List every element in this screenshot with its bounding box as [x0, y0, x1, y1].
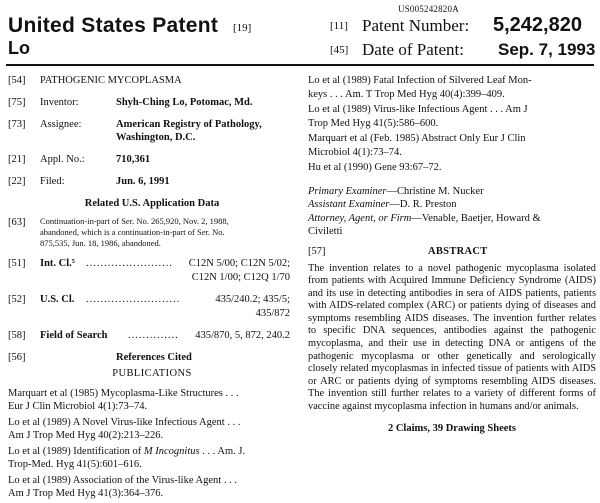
int-cl-label: Int. Cl.⁵ [40, 258, 75, 269]
appl-no-field [8, 153, 296, 167]
right-column [308, 74, 596, 435]
reference-text: Lo et al (1989) Identification of [8, 445, 144, 457]
reference-line: Lo et al (1989) Fatal Infection of Silvered Leaf Mon- [308, 75, 532, 86]
reference-line: Marquart et al (Feb. 1985) Abstract Only Eur J Clin [308, 133, 526, 144]
reference-item [308, 132, 596, 159]
assistant-examiner [308, 198, 596, 212]
reference-item [308, 161, 596, 175]
reference-item [8, 387, 296, 414]
filed-field [8, 175, 296, 189]
reference-line: Marquart et al (1985) Mycoplasma-Like Structures . . . [8, 387, 239, 399]
reference-item [308, 103, 596, 130]
patent-number: 5,242,820 [493, 14, 582, 36]
date-label: Date of Patent: [362, 40, 464, 59]
document-number: US005242820A [398, 4, 459, 14]
us-cl-field [8, 293, 296, 321]
reference-item [8, 445, 296, 472]
assistant-examiner-label: Assistant Examiner [308, 199, 390, 210]
references-field [8, 351, 296, 365]
reference-line: Am J Trop Med Hyg 40(2):213–226. [8, 430, 164, 441]
appl-no-value: 710,361 [116, 153, 151, 165]
reference-italic: M Incognitus [143, 445, 200, 457]
field-code: [56] [8, 352, 26, 363]
reference-line: Am J Trop Med Hyg 41(3):364–376. [8, 488, 164, 499]
reference-text: . . . Am. J. [199, 445, 246, 457]
reference-item [8, 474, 296, 501]
reference-item [8, 416, 296, 443]
filed-value: Jun. 6, 1991 [116, 175, 170, 187]
field-of-search-value: 435/870, 5, 872, 240.2 [195, 330, 290, 341]
title-field [8, 74, 296, 88]
continuation-line: abandoned, which is a continuation-in-part of Ser. No. [40, 227, 225, 237]
reference-line: Hu et al (1990) Gene 93:67–72. [308, 162, 442, 173]
primary-examiner [308, 185, 596, 199]
patent-number-code: [11] [330, 20, 348, 32]
related-data-title: Related U.S. Application Data [84, 197, 220, 209]
attorney-value: —Venable, Baetjer, Howard & [411, 212, 541, 224]
assignee-field [8, 118, 296, 145]
date-code: [45] [330, 44, 349, 56]
claims-summary: 2 Claims, 39 Drawing Sheets [387, 422, 517, 434]
assignee-label: Assignee: [40, 118, 82, 130]
assignee-value-line1: American Registry of Pathology, [116, 118, 262, 130]
continuation-field [8, 216, 296, 249]
reference-line: Trop Med Hyg 41(5):586–600. [308, 117, 439, 129]
attorney-label: Attorney, Agent, or Firm [308, 212, 412, 224]
abstract-text: The invention relates to a novel pathogenic mycoplasma isolated from patients with Acquired Immune Deficiency Syndrome (AIDS) and its use in detecting antibodies in sera of AIDS patients, patients with AIDS-related complex (ARC) or patients dying of diseases and symptoms resembling AIDS diseases. The invention further relates to specific DNA sequences, antibodies against the pathogenic mycoplasma, and their use in detecting DNA or antigens of the pathogenic mycoplasma or other genetically and serologically closely related mycoplasmas in infected tissue of patients with AIDS or ARC or patients dying of symptoms resembling AIDS diseases. The invention still further relates to a variety of different forms of vaccine against mycoplasma infection in humans and/or animals. [308, 262, 596, 413]
appl-no-label: Appl. No.: [40, 153, 85, 165]
primary-examiner-label: Primary Examiner [308, 185, 387, 197]
continuation-text [40, 216, 296, 249]
field-of-search [8, 329, 296, 343]
reference-line: Eur J Clin Microbiol 4(1):73–74. [8, 401, 148, 412]
filed-label: Filed: [40, 175, 65, 187]
leader-dots: .............. [128, 330, 179, 341]
assignee-value-line2: Washington, D.C. [116, 132, 196, 143]
us-cl-label: U.S. Cl. [40, 294, 75, 305]
reference-line: keys . . . Am. T Trop Med Hyg 40(4):399–409. [308, 88, 505, 100]
field-code: [51] [8, 258, 26, 269]
inventor-surname: Lo [8, 38, 30, 58]
continuation-line: 875,535, Jun. 18, 1986, abandoned. [40, 238, 161, 248]
us-cl-value-line1: 435/240.2; 435/5; [215, 294, 290, 305]
reference-line [8, 445, 296, 459]
abstract-header [308, 245, 596, 259]
reference-line: Trop-Med. Hyg 41(5):601–616. [8, 459, 142, 470]
field-code: [21] [8, 153, 26, 165]
field-code: [54] [8, 75, 26, 86]
int-cl-field [8, 257, 296, 285]
inventor-value: Shyh-Ching Lo, Potomac, Md. [116, 96, 253, 108]
continuation-line: Continuation-in-part of Ser. No. 265,920, Nov. 2, 1988, [40, 216, 229, 226]
date-of-patent: Sep. 7, 1993 [498, 40, 596, 59]
field-code: [75] [8, 96, 26, 108]
attorney [308, 212, 596, 226]
reference-line: Lo et al (1989) Association of the Virus-like Agent . . . [8, 474, 237, 486]
abstract-title: ABSTRACT [428, 245, 488, 257]
invention-title: PATHOGENIC MYCOPLASMA [40, 75, 182, 86]
reference-item [308, 74, 596, 101]
leader-dots: .......................... [86, 294, 181, 305]
left-column [8, 74, 296, 503]
field-code: [22] [8, 175, 26, 187]
attorney-line2: Civiletti [308, 226, 343, 237]
int-cl-value-line2: C12N 1/00; C12Q 1/70 [191, 272, 290, 283]
field-of-search-label: Field of Search [40, 330, 108, 341]
field-code: [52] [8, 294, 26, 305]
int-cl-value-line1: C12N 5/00; C12N 5/02; [188, 258, 290, 269]
leader-dots: ........................ [86, 258, 173, 269]
title-code: [19] [233, 22, 252, 34]
patent-number-label: Patent Number: [362, 16, 470, 35]
reference-line: Lo et al (1989) Virus-like Infectious Agent . . . Am J [308, 104, 528, 115]
publications-title: PUBLICATIONS [112, 368, 192, 379]
reference-line: Microbiol 4(1):73–74. [308, 146, 402, 158]
header-divider [6, 64, 594, 66]
inventor-field [8, 96, 296, 110]
reference-line: Lo et al (1989) A Novel Virus-like Infectious Agent . . . [8, 416, 241, 428]
patent-title: United States Patent [8, 14, 219, 37]
us-cl-value-line2: 435/872 [255, 308, 290, 319]
inventor-label: Inventor: [40, 96, 79, 108]
field-code: [58] [8, 330, 26, 341]
field-code: [63] [8, 217, 26, 228]
references-cited-label: References Cited [116, 352, 192, 363]
primary-examiner-value: —Christine M. Nucker [386, 185, 484, 197]
field-code: [73] [8, 118, 26, 130]
assistant-examiner-value: —D. R. Preston [389, 199, 457, 210]
field-code: [57] [308, 245, 326, 257]
